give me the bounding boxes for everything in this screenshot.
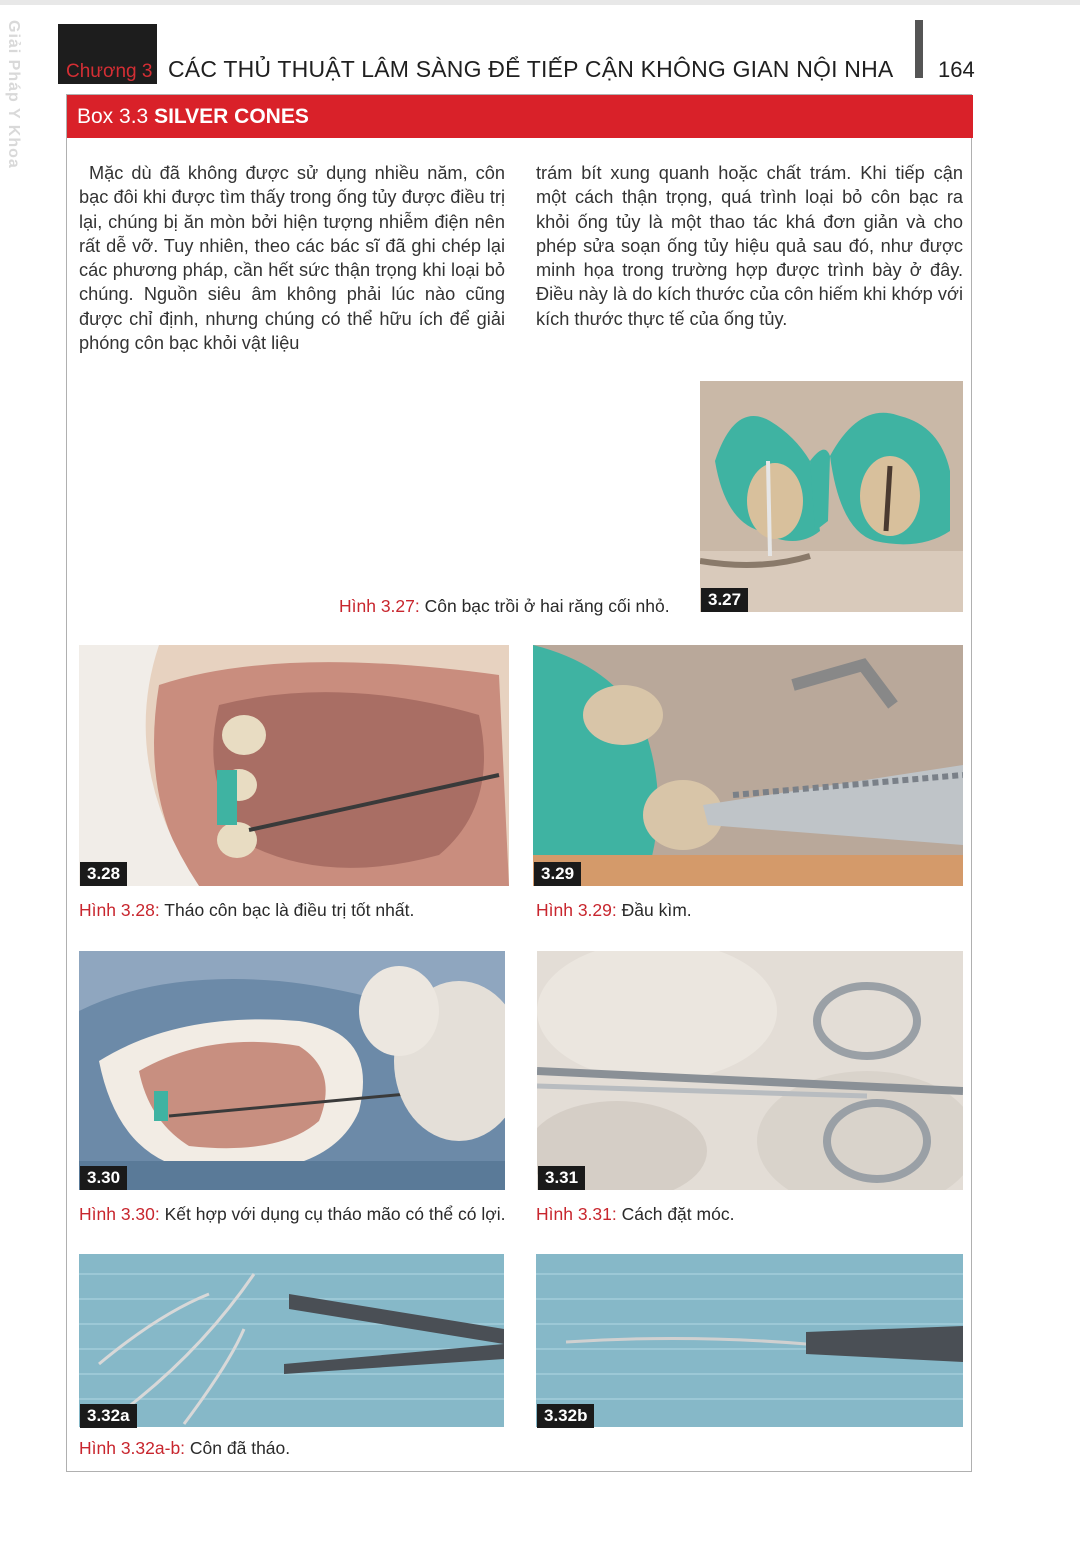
figure-3-31-ref: Hình 3.31: — [536, 1204, 617, 1224]
figure-3-29-caption — [536, 900, 692, 921]
box-title-text: SILVER CONES — [154, 105, 309, 128]
figure-3-30-photo — [79, 951, 505, 1190]
figure-3-31-caption-text: Cách đặt móc. — [616, 1204, 735, 1224]
header-divider — [915, 20, 923, 78]
figure-3-31-photo — [537, 951, 963, 1190]
page-number: 164 — [938, 57, 975, 82]
figure-3-31-caption — [536, 1204, 734, 1225]
figure-3-28-caption — [79, 900, 414, 921]
figure-3-28-label: 3.28 — [80, 862, 127, 886]
figure-3-31-label: 3.31 — [538, 1166, 585, 1190]
top-border — [0, 0, 1080, 5]
figure-3-29-ref: Hình 3.29: — [536, 900, 617, 920]
box-title — [77, 105, 309, 129]
figure-3-32-caption — [79, 1438, 290, 1459]
figure-3-30-ref: Hình 3.30: — [79, 1204, 160, 1224]
figure-3-28-ref: Hình 3.28: — [79, 900, 160, 920]
body-column-1: Mặc dù đã không được sử dụng nhiều năm, côn bạc đôi khi được tìm thấy trong ống tủy được điều trị lại, chúng bị ăn mòn bởi hiện tượng nhiễm điện nên rất dễ vỡ. Tuy nhiên, theo các bác sĩ đã ghi chép lại các phương pháp, cần hết sức thận trọng khi loại bỏ chúng. Nguồn siêu âm không phải lúc nào cũng được chỉ định, nhưng chúng có thể hữu ích để giải phóng côn bạc khỏi vật liệu — [79, 163, 505, 354]
figure-3-32b-label: 3.32b — [537, 1404, 594, 1428]
figure-3-32a-photo — [79, 1254, 504, 1427]
figure-3-27-photo — [700, 381, 963, 612]
figure-3-32a-label: 3.32a — [80, 1404, 137, 1428]
figure-3-30-label: 3.30 — [80, 1166, 127, 1190]
figure-3-27-caption — [339, 596, 670, 617]
figure-3-32-ref: Hình 3.32a-b: — [79, 1438, 186, 1458]
figure-3-30-caption — [79, 1204, 505, 1225]
figure-3-28-caption-text: Tháo côn bạc là điều trị tốt nhất. — [159, 900, 415, 920]
figure-3-32b-photo — [536, 1254, 963, 1427]
figure-3-30-caption-text: Kết hợp với dụng cụ tháo mão có thể có lợi. — [159, 1204, 506, 1224]
figure-3-29-photo — [533, 645, 963, 886]
figure-3-27-label: 3.27 — [701, 588, 748, 612]
figure-3-27-ref: Hình 3.27: — [339, 596, 420, 616]
figure-3-32-caption-text: Côn đã tháo. — [185, 1438, 291, 1458]
side-watermark: Giải Pháp Y Khoa — [5, 20, 22, 169]
figure-3-29-caption-text: Đầu kìm. — [616, 900, 692, 920]
chapter-title: CÁC THỦ THUẬT LÂM SÀNG ĐỂ TIẾP CẬN KHÔNG GIAN NỘI NHA — [168, 56, 894, 82]
figure-3-27-caption-text: Côn bạc trồi ở hai răng cối nhỏ. — [419, 596, 670, 616]
body-column-2: trám bít xung quanh hoặc chất trám. Khi tiếp cận một cách thận trọng, quá trình loại bỏ côn bạc ra khỏi ống tủy là một thao tác khá đơn giản và cho phép sửa soạn ống tủy hiệu quả sau đó, như được minh họa trong trường hợp được trình bày ở đây. Điều này là do kích thước của côn hiếm khi khớp với kích thước thực tế của ống tủy. — [536, 163, 963, 329]
chapter-label: Chương 3 — [66, 61, 153, 82]
figure-3-28-photo — [79, 645, 509, 886]
figure-3-29-label: 3.29 — [534, 862, 581, 886]
box-label: Box 3.3 — [77, 105, 149, 128]
